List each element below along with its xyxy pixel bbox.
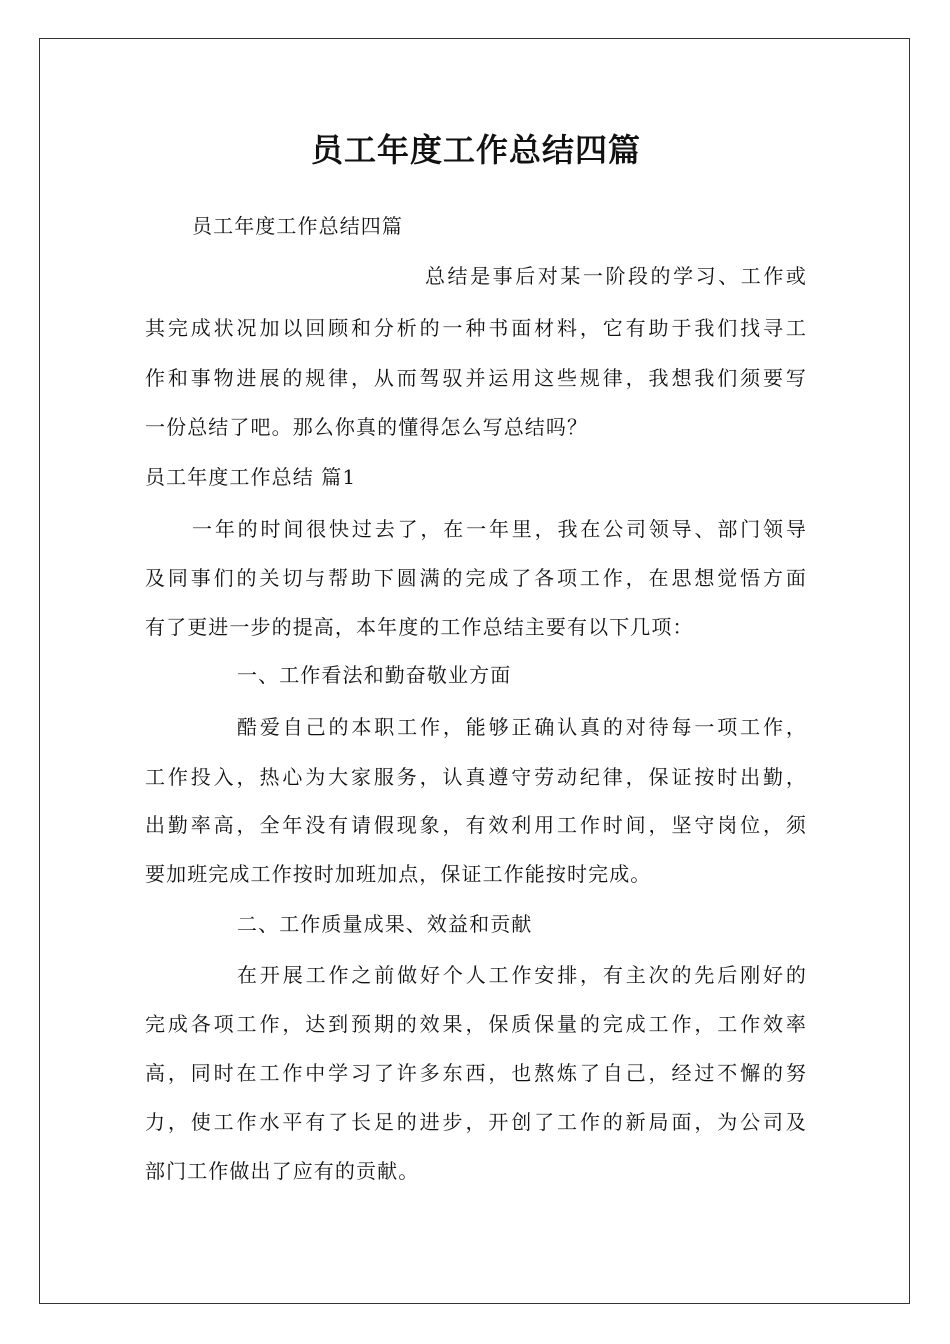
subtitle-line: 员工年度工作总结四篇 xyxy=(192,214,403,238)
para2-line-4: 要加班完成工作按时加班加点，保证工作能按时完成。 xyxy=(145,862,652,886)
section-heading-part1: 员工年度工作总结 篇1 xyxy=(145,465,357,489)
para3-line-4: 力，使工作水平有了长足的进步，开创了工作的新局面，为公司及 xyxy=(145,1110,807,1134)
para1-line-3: 有了更进一步的提高，本年度的工作总结主要有以下几项： xyxy=(145,615,694,639)
para2-line-1: 酷爱自己的本职工作，能够正确认真的对待每一项工作， xyxy=(237,715,807,739)
subheading-2: 二、工作质量成果、效益和贡献 xyxy=(237,912,533,936)
para3-line-1: 在开展工作之前做好个人工作安排，有主次的先后刚好的 xyxy=(237,963,807,987)
document-title: 员工年度工作总结四篇 xyxy=(310,131,641,169)
para2-line-2: 工作投入，热心为大家服务，认真遵守劳动纪律，保证按时出勤， xyxy=(145,765,807,789)
para2-line-3: 出勤率高，全年没有请假现象，有效利用工作时间，坚守岗位，须 xyxy=(145,813,807,837)
intro-line-3: 作和事物进展的规律，从而驾驭并运用这些规律，我想我们须要写 xyxy=(145,366,807,390)
para1-line-1: 一年的时间很快过去了，在一年里，我在公司领导、部门领导 xyxy=(192,517,807,541)
para3-line-5: 部门工作做出了应有的贡献。 xyxy=(145,1159,420,1183)
intro-line-2: 其完成状况加以回顾和分析的一种书面材料，它有助于我们找寻工 xyxy=(145,316,807,340)
para3-line-2: 完成各项工作，达到预期的效果，保质保量的完成工作，工作效率 xyxy=(145,1012,807,1036)
intro-line-1: 总结是事后对某一阶段的学习、工作或 xyxy=(425,264,807,288)
para1-line-2: 及同事们的关切与帮助下圆满的完成了各项工作，在思想觉悟方面 xyxy=(145,566,807,590)
para3-line-3: 高，同时在工作中学习了许多东西，也熬炼了自己，经过不懈的努 xyxy=(145,1061,807,1085)
subheading-1: 一、工作看法和勤奋敬业方面 xyxy=(237,663,512,687)
intro-line-4: 一份总结了吧。那么你真的懂得怎么写总结吗？ xyxy=(145,415,589,439)
